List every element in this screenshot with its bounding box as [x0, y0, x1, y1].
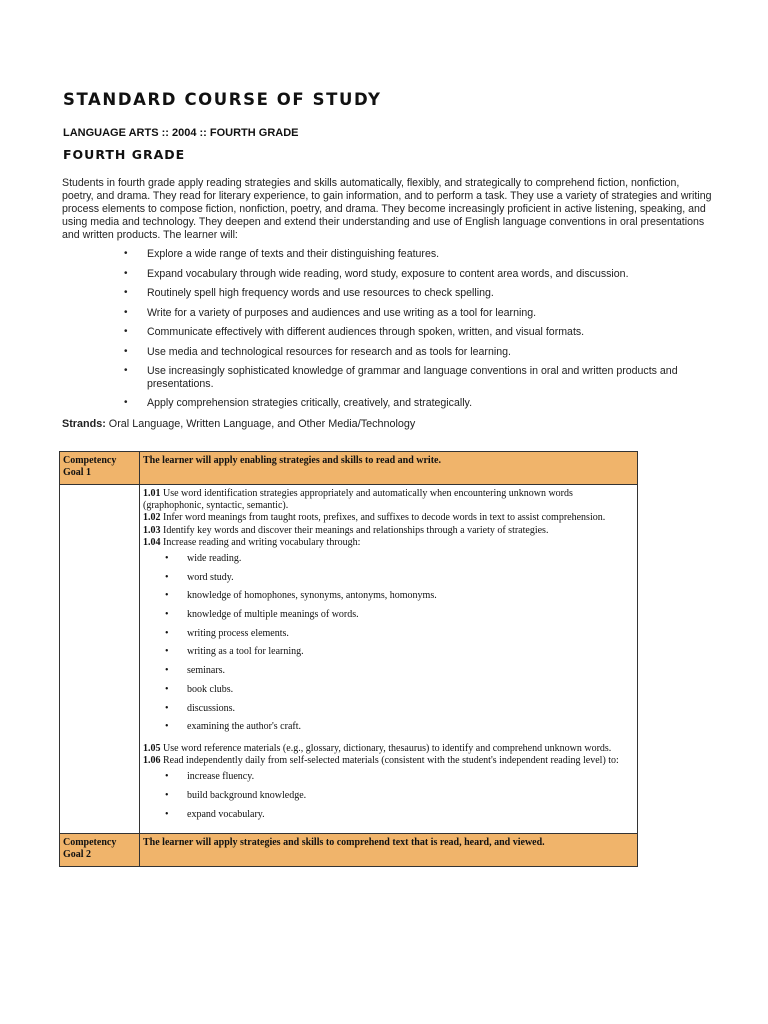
list-item: • expand vocabulary. — [165, 808, 265, 820]
document-subtitle: LANGUAGE ARTS :: 2004 :: FOURTH GRADE — [63, 127, 299, 139]
list-item: • writing process elements. — [165, 627, 289, 639]
list-item: • Communicate effectively with different audiences through spoken, written, and visual formats. — [124, 326, 585, 338]
page-title: STANDARD COURSE OF STUDY — [63, 90, 382, 109]
strands-text: Oral Language, Written Language, and Other Media/Technology — [105, 418, 416, 430]
bullet-icon: • — [165, 609, 169, 621]
bullet-icon: • — [165, 771, 169, 783]
list-item: • Use increasingly sophisticated knowledge of grammar and language conventions in oral and written products and presentations. — [124, 365, 678, 390]
bullet-icon: • — [124, 345, 128, 357]
objective-1-06-list — [143, 771, 634, 827]
list-item: • Expand vocabulary through wide reading, word study, exposure to content area words, and discussion. — [124, 267, 629, 280]
table-row — [60, 452, 638, 485]
list-item: • seminars. — [165, 665, 226, 677]
list-item: • Use media and technological resources for research and as tools for learning. — [124, 345, 511, 358]
objective-1-05: 1.05 Use word reference materials (e.g., glossary, dictionary, thesaurus) to identify and comprehend unknown words. — [143, 742, 612, 754]
list-item: • word study. — [165, 571, 234, 583]
bullet-icon: • — [124, 306, 128, 318]
list-item: • examining the author's craft. — [165, 721, 301, 733]
bullet-icon: • — [165, 683, 169, 695]
bullet-icon: • — [124, 326, 128, 337]
goal-1-label: Competency Goal 1 — [60, 452, 140, 485]
table-row — [60, 485, 638, 834]
objective-1-03: 1.03 Identify key words and discover their meanings and relationships through a variety of strategies. — [143, 524, 549, 536]
bullet-icon: • — [165, 665, 169, 677]
objective-1-02: 1.02 Infer word meanings from taught roots, prefixes, and suffixes to decode words in text to assist comprehension. — [143, 512, 606, 524]
objective-1-04-list — [143, 553, 634, 740]
list-item: • knowledge of homophones, synonyms, antonyms, homonyms. — [165, 590, 437, 602]
list-item: • knowledge of multiple meanings of words. — [165, 609, 359, 621]
bullet-icon: • — [165, 702, 169, 714]
bullet-icon: • — [124, 248, 128, 259]
list-item: • build background knowledge. — [165, 789, 307, 801]
list-item: • discussions. — [165, 702, 236, 714]
goal-2-text: The learner will apply strategies and skills to comprehend text that is read, heard, and viewed. — [140, 834, 638, 867]
bullet-icon: • — [124, 397, 128, 408]
objective-1-01: 1.01 Use word identification strategies appropriately and automatically when encountering unknown words (graphophonic, syntactic, semantic). — [143, 488, 573, 512]
table-row — [60, 834, 638, 867]
goal-2-label: Competency Goal 2 — [60, 834, 140, 867]
strands-label: Strands: — [62, 418, 106, 430]
goal-1-text: The learner will apply enabling strategies and skills to read and write. — [140, 452, 638, 485]
bullet-icon: • — [165, 590, 169, 602]
bullet-icon: • — [165, 789, 169, 801]
competency-goals-table — [59, 451, 638, 867]
objective-1-04: 1.04 Increase reading and writing vocabulary through: — [143, 536, 361, 548]
bullet-icon: • — [124, 267, 128, 279]
list-item: • Apply comprehension strategies critically, creatively, and strategically. — [124, 397, 473, 409]
empty-cell — [60, 485, 140, 834]
list-item: • increase fluency. — [165, 771, 255, 783]
bullet-icon: • — [165, 627, 169, 639]
bullet-icon: • — [165, 646, 169, 658]
goal-1-objectives — [140, 485, 638, 834]
bullet-icon: • — [124, 365, 128, 376]
bullet-icon: • — [165, 553, 169, 565]
list-item: • Write for a variety of purposes and audiences and use writing as a tool for learning. — [124, 306, 537, 319]
grade-heading: FOURTH GRADE — [63, 147, 186, 162]
intro-paragraph: Students in fourth grade apply reading strategies and skills automatically, flexibly, and strategically to comprehend fiction, nonfiction, poetry, and drama. They read for literary experience, to gain information, and to perform a task. They use a variety of strategies and writing process elements to compose fiction, nonfiction, poetry, and drama. They become increasingly proficient in active listening, speaking, and using media and technology. They deepen and extend their understanding and use of English language conventions in oral presentations and written products. The learner will: — [62, 177, 712, 241]
list-item: • writing as a tool for learning. — [165, 646, 304, 658]
list-item: • book clubs. — [165, 683, 234, 695]
strands-line — [62, 418, 415, 430]
bullet-icon: • — [165, 571, 169, 583]
objective-1-06: 1.06 Read independently daily from self-selected materials (consistent with the student's independent reading level) to: — [143, 755, 619, 767]
learner-goals-list — [62, 248, 712, 417]
bullet-icon: • — [165, 721, 169, 733]
bullet-icon: • — [165, 808, 169, 820]
list-item: • wide reading. — [165, 553, 242, 565]
bullet-icon: • — [124, 287, 128, 298]
list-item: • Routinely spell high frequency words and use resources to check spelling. — [124, 287, 494, 299]
list-item: • Explore a wide range of texts and their distinguishing features. — [124, 248, 440, 260]
